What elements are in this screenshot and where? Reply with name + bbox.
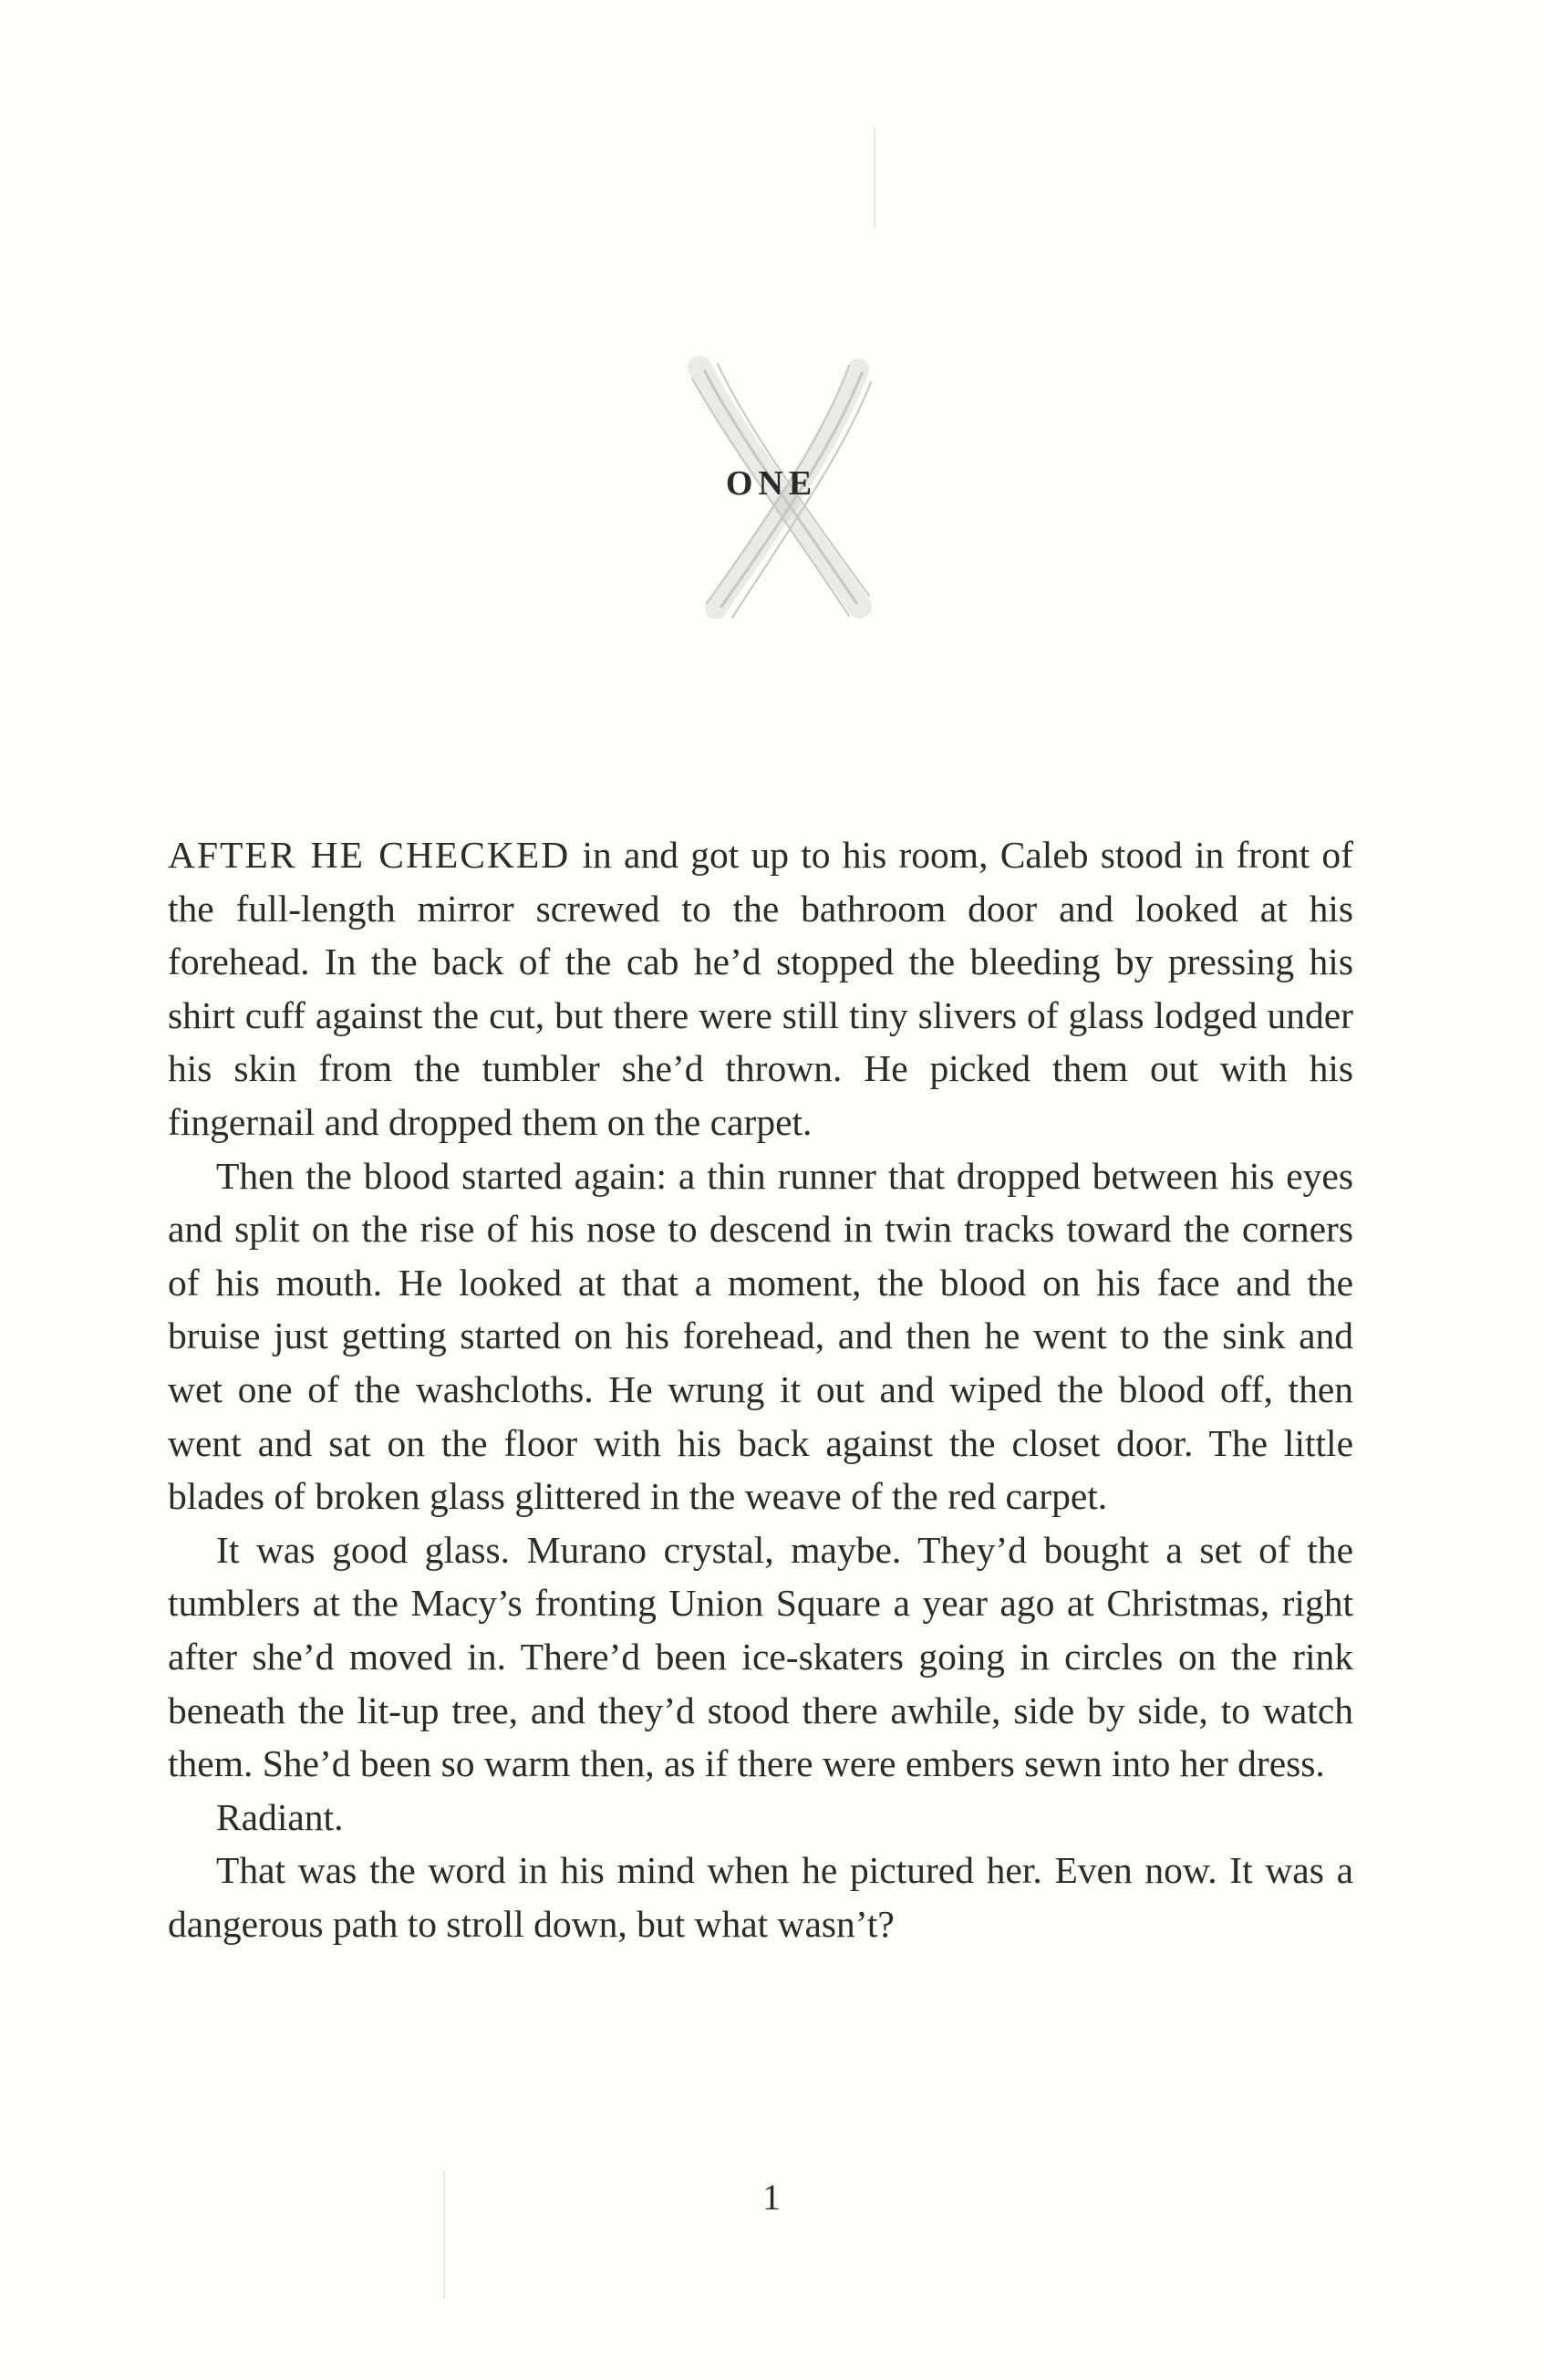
chapter-body [168,828,1353,1950]
scan-artifact [874,128,875,228]
paragraph [168,828,1353,1149]
page-number: 1 [762,2177,781,2218]
paragraph: Radiant. [216,1795,344,1838]
paragraph: It was good glass. Murano crystal, maybe. They’d bought a set of the tumblers at the Macy’s fronting Union Square a year ago at Christmas, right after she’d moved in. There’d been ice-skaters going in circles on the rink beneath the lit-up tree, and they’d stood there awhile, side by side, to watch them. She’d been so warm then, as if there were embers sewn into her dress. [168,1528,1353,1785]
chapter-title: ONE [725,464,818,503]
paragraph: That was the word in his mind when he pictured her. Even now. It was a dangerous path to stroll down, but what wasn’t? [168,1849,1353,1945]
lead-in-small-caps: AFTER HE CHECKED [168,834,571,876]
paragraph: Then the blood started again: a thin runner that dropped between his eyes and split on the rise of his nose to descend in twin tracks toward the corners of his mouth. He looked at that a moment, the blood on his face and the bruise just getting started on his forehead, and then he went to the sink and wet one of the washcloths. He wrung it out and wiped the blood off, then went and sat on the floor with his back against the closet door. The little blades of broken glass glittered in the weave of the red carpet. [168,1154,1353,1518]
paragraph-text: in and got up to his room, Caleb stood in front of the full-length mirror screwed to the bathroom door and looked at his forehead. In the back of the cab he’d stopped the bleeding by pressing his shirt cuff against the cut, but there were still tiny slivers of glass lodged under his skin from the tumbler she’d thrown. He picked them out with his fingernail and dropped them on the carpet. [168,834,1353,1143]
